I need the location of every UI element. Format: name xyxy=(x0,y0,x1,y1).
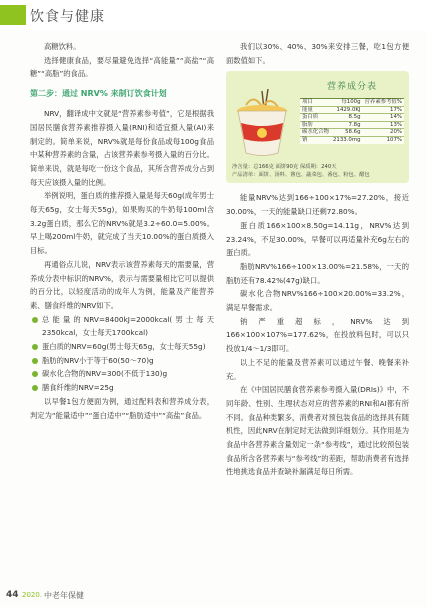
paragraph: 以早餐1包方便面为例，通过配料表和营养成分表，判定为“能量适中”“蛋白适中”“脂肪适中”“高盐”食品。 xyxy=(30,396,214,420)
list-item: 脂肪的NRV小于等于60(50～70)g xyxy=(30,354,214,368)
paragraph: 举例说明，蛋白质的推荐摄入量是每天60g(成年男士每天65g，女士每天55g)，如果购买的牛奶每100ml含3.2g蛋白质，那么它的NRV%就是3.2÷60.0=5.00%。早上喝200ml牛奶，就完成了当天10.00%的蛋白质摄入目标。 xyxy=(30,191,214,256)
nutrition-table xyxy=(300,98,404,144)
paragraph: 选择健康食品，要尽量避免选择“高能量”“高盐”“高糖”“高脂”的食品。 xyxy=(30,55,214,79)
list-item: 膳食纤维的NRV=25g xyxy=(30,381,214,395)
paragraph: 钠严重超标，NRV%达到166×100×107%=177.62%，在投放料包时，可以只投放1/4～1/3即可。 xyxy=(226,316,409,354)
list-item: 总能量的NRV=8400kJ=2000kcal(男士每天2350kcal，女士每天1700kcal) xyxy=(30,313,214,340)
caption-line: 产品清单：面饼、汤料、酱包、蔬菜包、番包、粉包、醋包 xyxy=(232,172,370,179)
section-accent-bar xyxy=(0,5,26,25)
paragraph: 脂肪NRV%166÷100×13.00%=21.58%，一天的脂肪还有78.42%(47g)缺口。 xyxy=(226,261,409,285)
paragraph: 以上不足的能量及营养素可以通过午餐、晚餐来补充。 xyxy=(226,357,409,381)
paragraph: 能量NRV%达到166÷100×17%=27.20%，接近30.00%，一天的能量缺口还剩72.80%。 xyxy=(226,193,409,217)
table-row: 脂肪 7.8g 13% xyxy=(302,121,402,128)
magazine-name: 中老年保健 xyxy=(44,591,84,600)
table-row: 能量 1429.0KJ 17% xyxy=(302,106,402,113)
figure-caption xyxy=(232,163,404,179)
right-column xyxy=(226,40,409,479)
issue-year: 2020. xyxy=(22,591,43,599)
paragraph: 再通俗点儿说，NRV表示该营养素每天的需要量，营养成分表中标识的NRV%，表示与需要量相比它可以提供的百分比，以轻度活动的成年人为例，能量及产能营养素、膳食纤维的NRV如下。 xyxy=(30,259,214,310)
paragraph: 在《中国居民膳食营养素参考摄入量(DRIs)》中，不同年龄、性别、生理状态对应的营养素的RNI和AI都有所不同。食品种类繁多，消费者对预包装食品的选择具有随机性，因此NRV在制定时无法做到详细划分。其作用是为食品中各营养素含量划定一条“参考线”，通过比较预包装食品所含各营养素与“参考线”的差距，帮助消费者有选择性地挑选食品并查缺补漏满足每日所需。 xyxy=(226,385,409,477)
table-row: 钠 2133.0mg 107% xyxy=(302,137,402,144)
nutrition-figure xyxy=(226,71,409,183)
paragraph: 蛋白质166×100×8.50g=14.11g，NRV%达到23.24%，不足30.00%，早餐可以再适量补充6g左右的蛋白质。 xyxy=(226,220,409,258)
page-footer xyxy=(0,588,427,607)
instant-noodle-cup-image xyxy=(234,89,290,157)
paragraph: 我们以30%、40%、30%来安排三餐，吃1包方便面数值如下。 xyxy=(226,42,409,65)
section-title: 饮食与健康 xyxy=(30,9,105,25)
nutrition-facts-table xyxy=(300,81,404,143)
page-number: 44 xyxy=(6,590,19,600)
table-row: 项目 每100g 营养素参考值% xyxy=(302,99,402,106)
nutrition-table-title: 营养成分表 xyxy=(326,82,377,93)
list-item: 碳水化合物的NRV=300(不低于130)g xyxy=(30,367,214,381)
page-header xyxy=(0,0,427,30)
section-heading: 第二步：通过 NRV% 来制订饮食计划 xyxy=(30,89,167,99)
paragraph: 碳水化合物NRV%166÷100×20.00%=33.2%，满足早餐需求。 xyxy=(226,289,409,313)
paragraph: 高糖饮料。 xyxy=(44,42,81,51)
table-row: 碳水化合物 58.6g 20% xyxy=(302,129,402,136)
caption-line: 净含量：总166克 面饼90克 保质期：240天 xyxy=(232,164,337,171)
list-item: 蛋白质的NRV=60g(男士每天65g，女士每天55g) xyxy=(30,340,214,354)
table-row: 蛋白质 8.5g 14% xyxy=(302,114,402,121)
left-column xyxy=(30,40,214,422)
paragraph: NRV，翻译成中文就是“营养素参考值”，它是根据我国居民膳食营养素推荐摄入量(RNI)和适宜摄入量(AI)来制定的。简单来说，NRV%就是每份食品或每100g食品中某种营养素的含量，占该营养素参考摄入量的百分比。简单来说，就是每吃一份这个食品，其所含营养成分占到每天应该摄入量的比例。 xyxy=(30,109,214,187)
